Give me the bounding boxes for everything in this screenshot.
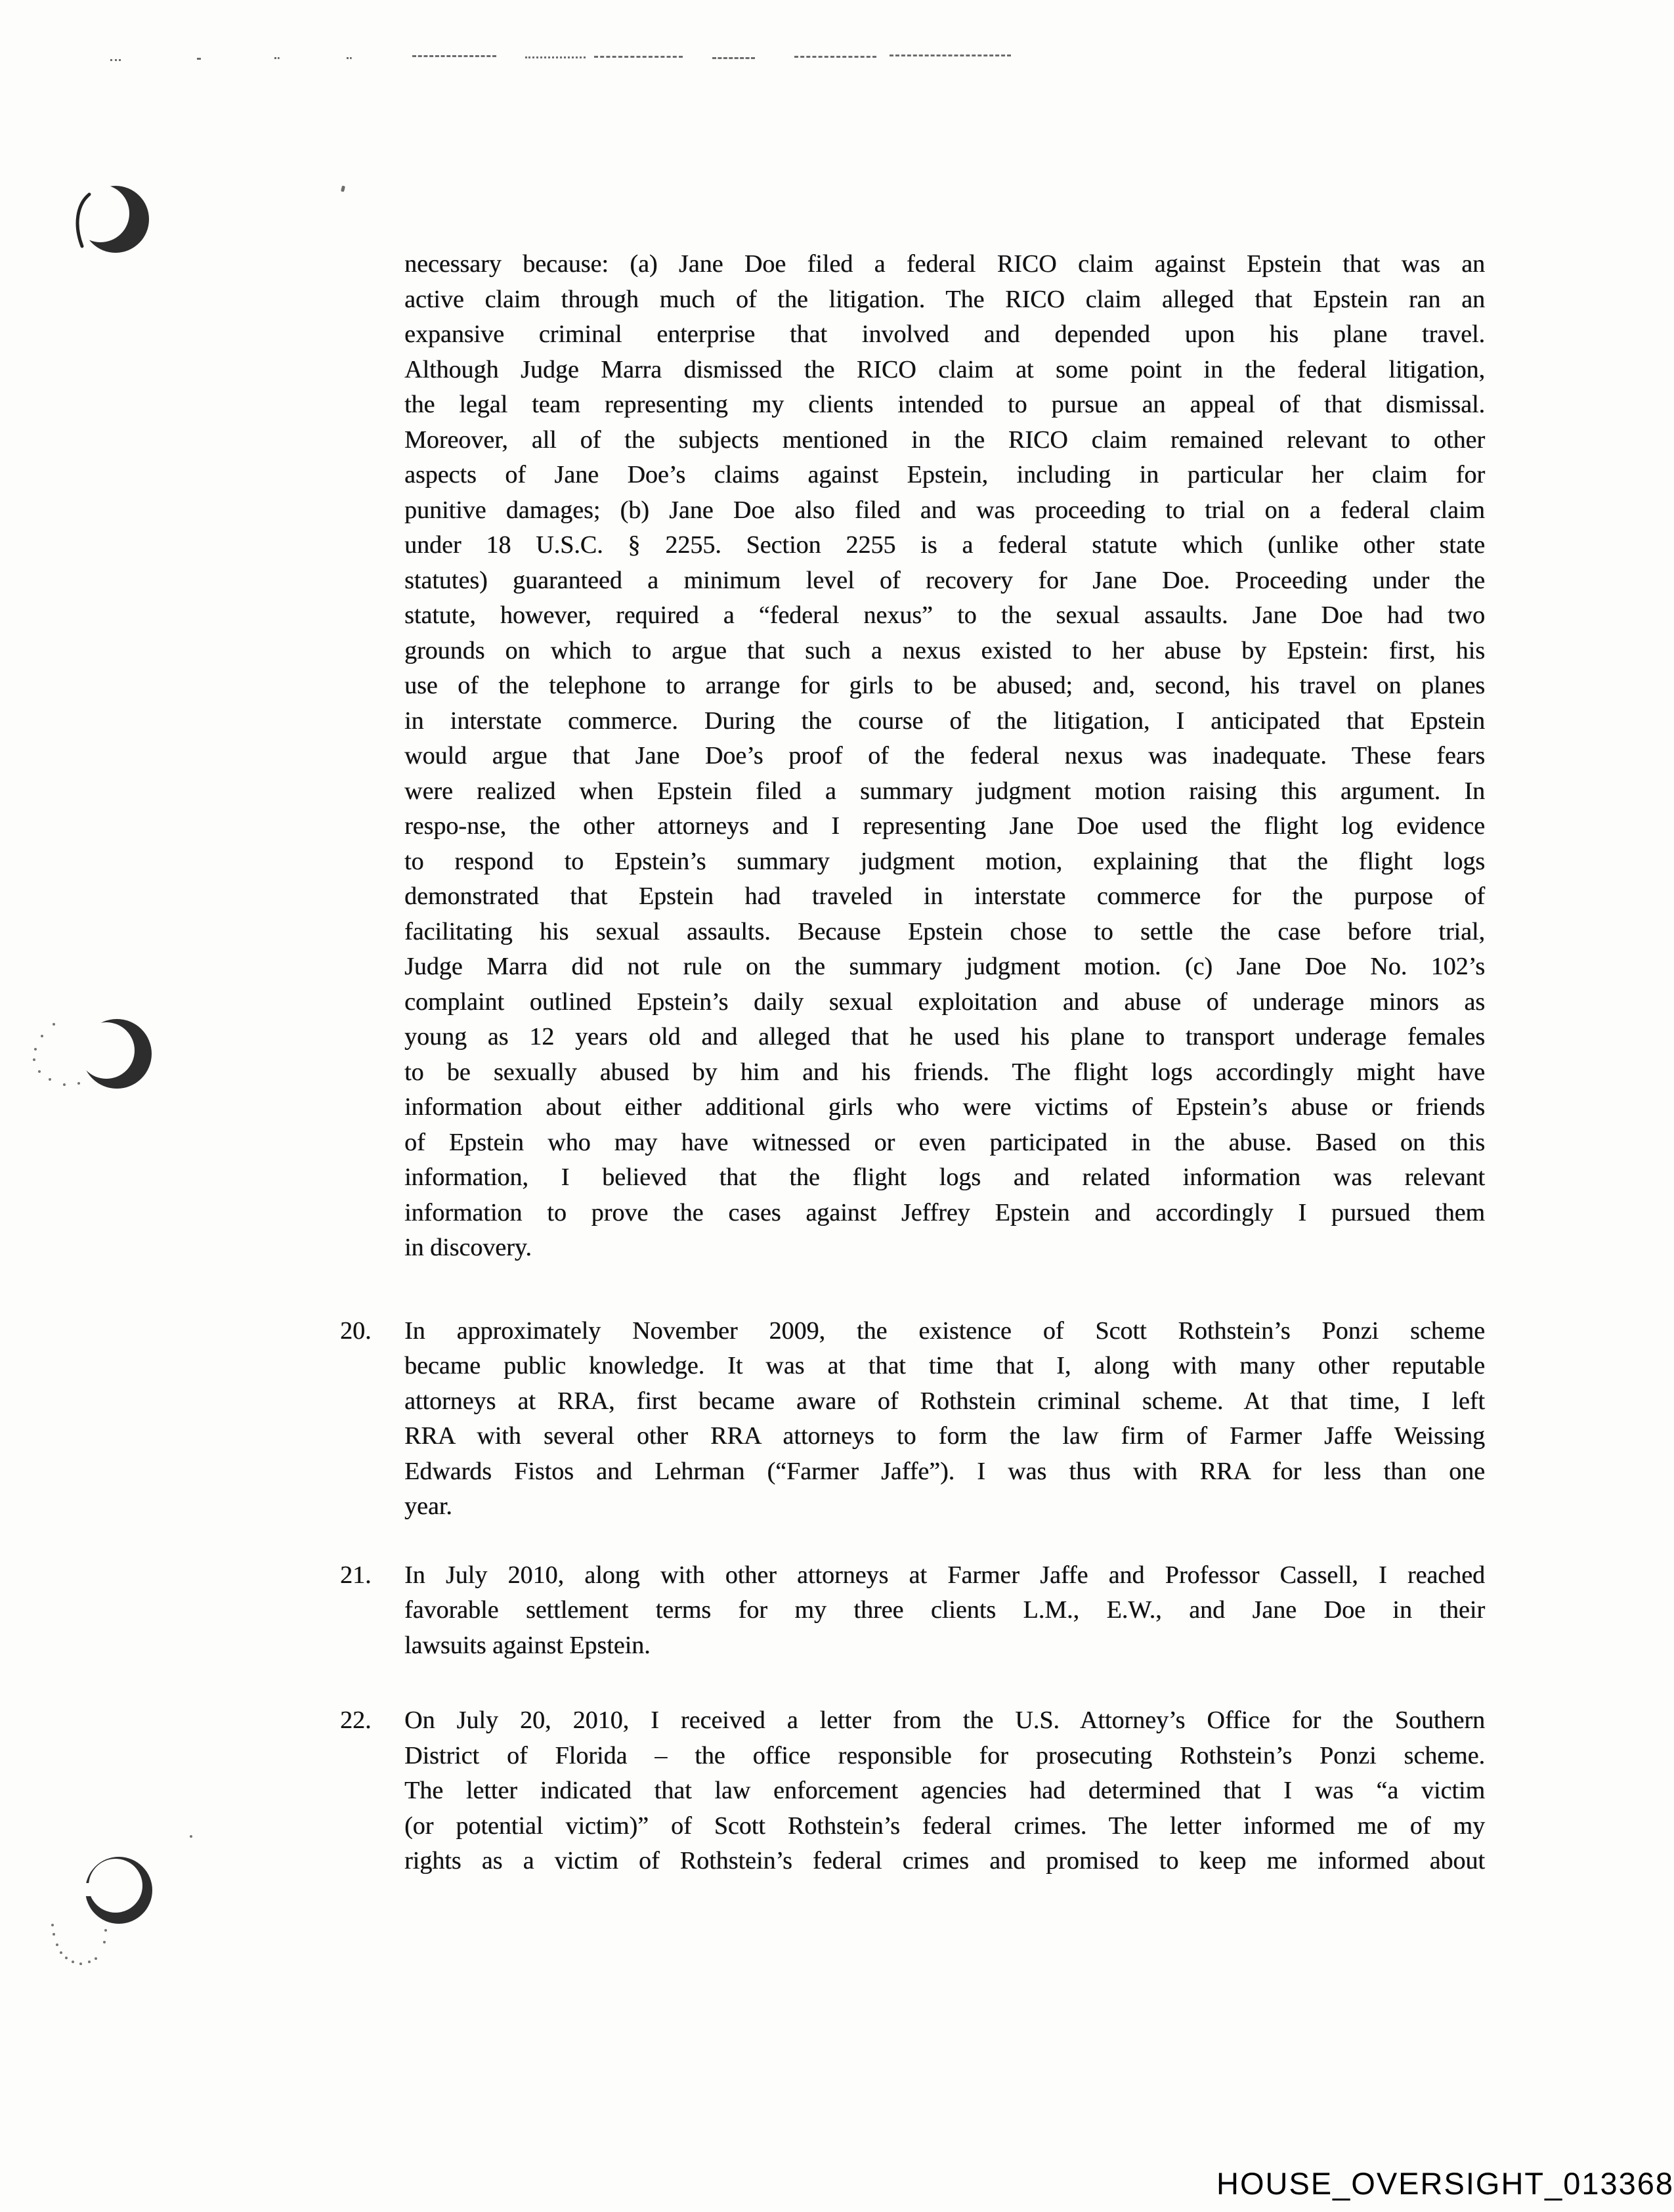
paragraph-number: 20. bbox=[340, 1316, 372, 1345]
text-line: complaint outlined Epstein’s daily sexual exploitation and abuse of underage minors as bbox=[404, 987, 1485, 1016]
scan-speck bbox=[341, 186, 345, 192]
text-line: demonstrated that Epstein had traveled in interstate commerce for the purpose of bbox=[404, 882, 1485, 910]
text-line: Although Judge Marra dismissed the RICO claim at some point in the federal litigation, bbox=[404, 355, 1485, 383]
text-line: On July 20, 2010, I received a letter from the U.S. Attorney’s Office for the Southern bbox=[404, 1706, 1485, 1734]
text-line: (or potential victim)” of Scott Rothstein’s federal crimes. The letter informed me of my bbox=[404, 1811, 1485, 1840]
text-line: The letter indicated that law enforcement agencies had determined that I was “a victim bbox=[404, 1777, 1485, 1804]
paragraph-body bbox=[404, 1703, 1485, 1879]
text-line: attorneys at RRA, first became aware of Rothstein criminal scheme. At that time, I left bbox=[404, 1387, 1485, 1415]
text-line: in discovery. bbox=[404, 1234, 532, 1261]
text-line: to respond to Epstein’s summary judgment motion, explaining that the flight logs bbox=[404, 847, 1485, 875]
text-line: information about either additional girls who were victims of Epstein’s abuse or friends bbox=[404, 1093, 1485, 1121]
affidavit-text-block bbox=[340, 247, 1485, 1879]
paragraph-22 bbox=[340, 1703, 1485, 1879]
text-line: Edwards Fistos and Lehrman (“Farmer Jaffe”). I was thus with RRA for less than one bbox=[404, 1457, 1485, 1485]
scan-speck bbox=[190, 1835, 192, 1838]
text-line: expansive criminal enterprise that involved and depended upon his plane travel. bbox=[404, 320, 1485, 348]
paragraph-number: 22. bbox=[340, 1706, 372, 1734]
text-line: became public knowledge. It was at that time that I, along with many other reputable bbox=[404, 1352, 1485, 1379]
text-line: year. bbox=[404, 1492, 452, 1520]
text-line: facilitating his sexual assaults. Because Epstein chose to settle the case before trial, bbox=[404, 917, 1485, 945]
paragraph-number: 21. bbox=[340, 1561, 372, 1589]
text-line: statutes) guaranteed a minimum level of recovery for Jane Doe. Proceeding under the bbox=[404, 566, 1485, 594]
text-line: Moreover, all of the subjects mentioned in the RICO claim remained relevant to other bbox=[404, 425, 1485, 454]
bates-stamp: HOUSE_OVERSIGHT_013368 bbox=[1216, 2166, 1674, 2201]
hole-punch-mark-icon bbox=[84, 1852, 155, 1932]
hole-punch-mark-icon bbox=[80, 1015, 154, 1093]
paragraph-body bbox=[404, 1314, 1485, 1525]
text-line: punitive damages; (b) Jane Doe also filed and was proceeding to trial on a federal claim bbox=[404, 496, 1485, 524]
text-line: the legal team representing my clients intended to pursue an appeal of that dismissal. bbox=[404, 391, 1485, 418]
text-line: to be sexually abused by him and his friends. The flight logs accordingly might have bbox=[404, 1058, 1485, 1086]
text-line: information to prove the cases against Jeffrey Epstein and accordingly I pursued them bbox=[404, 1198, 1485, 1226]
text-line: in interstate commerce. During the course of the litigation, I anticipated that Epstein bbox=[404, 706, 1485, 735]
text-line: under 18 U.S.C. § 2255. Section 2255 is a federal statute which (unlike other state bbox=[404, 531, 1485, 559]
text-line: lawsuits against Epstein. bbox=[404, 1631, 651, 1659]
hole-punch-mark-icon bbox=[71, 184, 152, 254]
text-line: of Epstein who may have witnessed or even participated in the abuse. Based on this bbox=[404, 1128, 1485, 1156]
text-line: respo-nse, the other attorneys and I representing Jane Doe used the flight log evidence bbox=[404, 812, 1485, 840]
text-line: active claim through much of the litigation. The RICO claim alleged that Epstein ran an bbox=[404, 285, 1485, 313]
text-line: aspects of Jane Doe’s claims against Epstein, including in particular her claim for bbox=[404, 461, 1485, 488]
text-line: favorable settlement terms for my three clients L.M., E.W., and Jane Doe in their bbox=[404, 1596, 1485, 1624]
text-line: information, I believed that the flight logs and related information was relevant bbox=[404, 1163, 1485, 1191]
paragraph-20 bbox=[340, 1314, 1485, 1525]
text-line: grounds on which to argue that such a nexus existed to her abuse by Epstein: first, his bbox=[404, 636, 1485, 664]
text-line: would argue that Jane Doe’s proof of the federal nexus was inadequate. These fears bbox=[404, 742, 1485, 770]
text-line: use of the telephone to arrange for girls to be abused; and, second, his travel on planes bbox=[404, 672, 1485, 699]
text-line: Judge Marra did not rule on the summary judgment motion. (c) Jane Doe No. 102’s bbox=[404, 953, 1485, 980]
paragraph-21 bbox=[340, 1558, 1485, 1664]
text-line: In approximately November 2009, the existence of Scott Rothstein’s Ponzi scheme bbox=[404, 1316, 1485, 1345]
text-line: young as 12 years old and alleged that he used his plane to transport underage females bbox=[404, 1023, 1485, 1051]
paragraph-body bbox=[404, 247, 1485, 1266]
text-line: statute, however, required a “federal nexus” to the sexual assaults. Jane Doe had two bbox=[404, 601, 1485, 629]
text-line: necessary because: (a) Jane Doe filed a federal RICO claim against Epstein that was an bbox=[404, 250, 1485, 278]
text-line: In July 2010, along with other attorneys at Farmer Jaffe and Professor Cassell, I reached bbox=[404, 1561, 1485, 1589]
text-line: RRA with several other RRA attorneys to form the law firm of Farmer Jaffe Weissing bbox=[404, 1422, 1485, 1450]
text-line: were realized when Epstein filed a summary judgment motion raising this argument. In bbox=[404, 777, 1485, 805]
paragraph-body bbox=[404, 1558, 1485, 1664]
text-line: District of Florida – the office responsible for prosecuting Rothstein’s Ponzi scheme. bbox=[404, 1741, 1485, 1769]
text-line: rights as a victim of Rothstein’s federal crimes and promised to keep me informed about bbox=[404, 1847, 1485, 1875]
paragraph-continuation bbox=[404, 247, 1485, 1266]
